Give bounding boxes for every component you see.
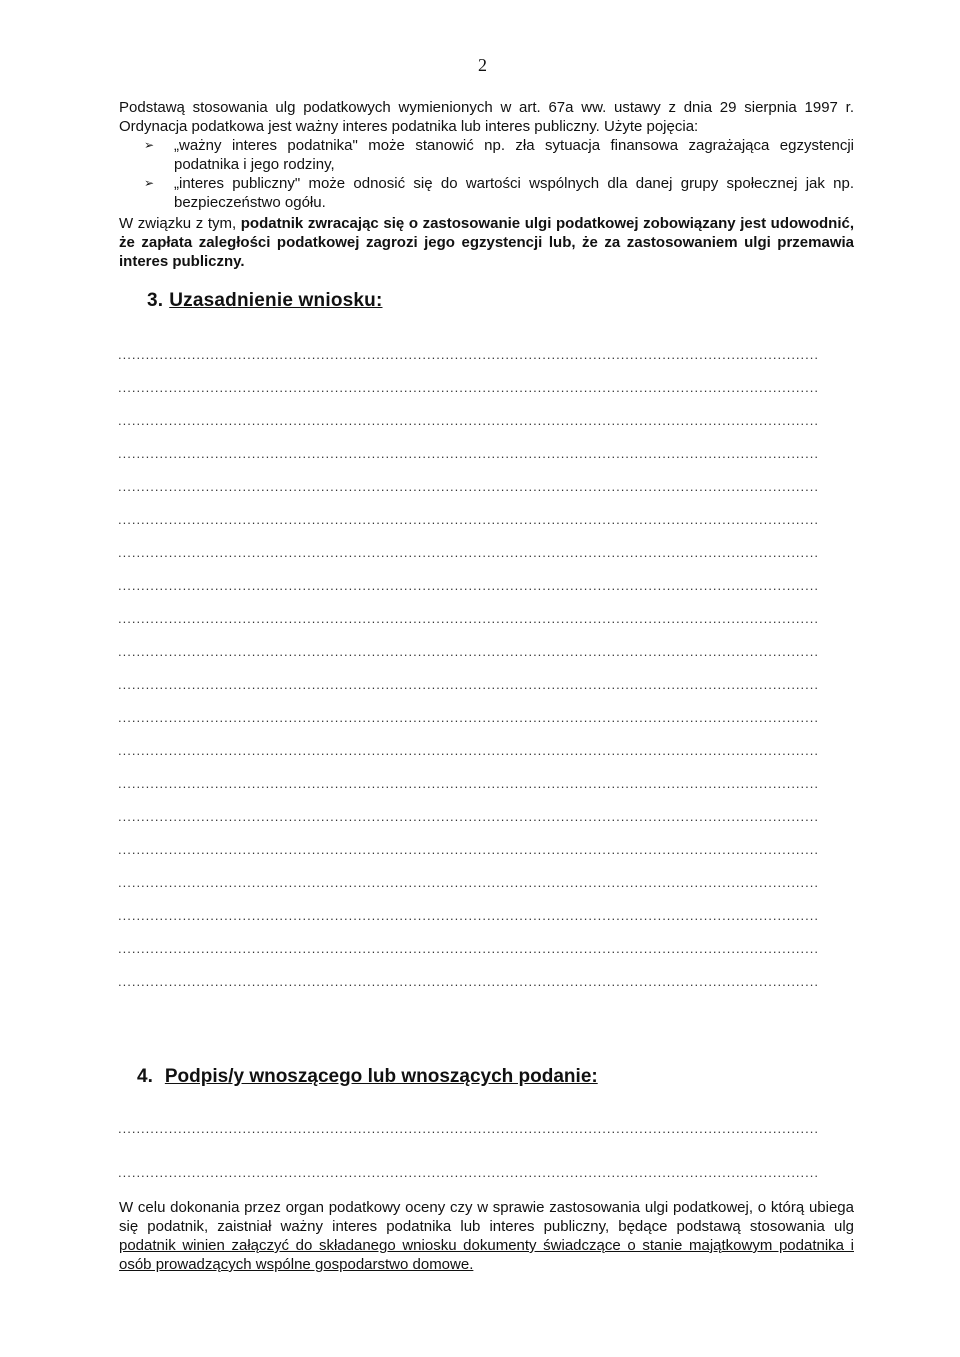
- dotted-fill-line[interactable]: ........................................................................................................................................................: [118, 743, 819, 758]
- bullet-text: „interes publiczny" może odnosić się do wartości wspólnych dla danej grupy społecznej jak np. bezpieczeństwo ogółu.: [174, 175, 854, 211]
- intro-paragraph: Podstawą stosowania ulg podatkowych wymienionych w art. 67a ww. ustawy z dnia 29 sierpnia 1997 r. Ordynacja podatkowa jest ważny interes podatnika lub interes publiczny. Użyte pojęcia:: [119, 99, 854, 135]
- dotted-fill-line[interactable]: ........................................................................................................................................................: [118, 875, 819, 890]
- closing-underlined-text: podatnik winien załączyć do składanego wniosku dokumenty świadczące o stanie majątkowym podatnika i osób prowadzących wspólne gospodarstwo domowe.: [119, 1237, 854, 1273]
- section-title: Uzasadnienie wniosku:: [169, 290, 383, 311]
- section-heading-signature: [137, 1066, 598, 1088]
- page-number: 2: [478, 55, 487, 75]
- dotted-fill-line[interactable]: ........................................................................................................................................................: [118, 710, 819, 725]
- dotted-fill-line[interactable]: ........................................................................................................................................................: [118, 512, 819, 527]
- requirement-prefix: W związku z tym,: [119, 215, 241, 232]
- section-number: 3.: [147, 290, 164, 311]
- dotted-fill-line[interactable]: ........................................................................................................................................................: [118, 677, 819, 692]
- dotted-fill-line[interactable]: ........................................................................................................................................................: [118, 479, 819, 494]
- dotted-fill-line[interactable]: ........................................................................................................................................................: [118, 908, 819, 923]
- section-title: Podpis/y wnoszącego lub wnoszących podanie:: [164, 1066, 598, 1087]
- signature-fill-line[interactable]: ........................................................................................................................................................: [118, 1121, 819, 1136]
- dotted-fill-line[interactable]: ........................................................................................................................................................: [118, 842, 819, 857]
- dotted-fill-line[interactable]: ........................................................................................................................................................: [118, 809, 819, 824]
- dotted-fill-line[interactable]: ........................................................................................................................................................: [118, 974, 819, 989]
- dotted-fill-line[interactable]: ........................................................................................................................................................: [118, 347, 819, 362]
- section-heading-justification: [147, 290, 383, 312]
- closing-paragraph: [119, 1198, 854, 1274]
- bullet-item: [144, 174, 854, 212]
- bullet-item: [144, 136, 854, 174]
- bullet-text: „ważny interes podatnika" może stanowić np. zła sytuacja finansowa zagrażająca egzystencji podatnika i jego rodziny,: [174, 137, 854, 173]
- dotted-fill-line[interactable]: ........................................................................................................................................................: [118, 578, 819, 593]
- dotted-fill-line[interactable]: ........................................................................................................................................................: [118, 380, 819, 395]
- arrow-bullet-icon: ➢: [144, 138, 155, 152]
- requirement-paragraph: [119, 214, 854, 271]
- dotted-fill-line[interactable]: ........................................................................................................................................................: [118, 611, 819, 626]
- dotted-fill-line[interactable]: ........................................................................................................................................................: [118, 644, 819, 659]
- requirement-text: podatnik zwracając się o zastosowanie ulgi podatkowej zobowiązany jest udowodnić, że zapłata zaległości podatkowej zagrozi jego egzystencji lub, że za zastosowaniem ulgi przemawia interes publiczny.: [119, 215, 854, 270]
- dotted-fill-line[interactable]: ........................................................................................................................................................: [118, 545, 819, 560]
- section-number: 4.: [137, 1066, 153, 1087]
- dotted-fill-line[interactable]: ........................................................................................................................................................: [118, 941, 819, 956]
- arrow-bullet-icon: ➢: [144, 176, 155, 190]
- dotted-fill-line[interactable]: ........................................................................................................................................................: [118, 446, 819, 461]
- signature-lines[interactable]: [118, 1107, 843, 1195]
- justification-lines[interactable]: [118, 338, 838, 998]
- signature-fill-line[interactable]: ........................................................................................................................................................: [118, 1165, 819, 1180]
- dotted-fill-line[interactable]: ........................................................................................................................................................: [118, 413, 819, 428]
- dotted-fill-line[interactable]: ........................................................................................................................................................: [118, 776, 819, 791]
- intro-section: [119, 98, 854, 271]
- closing-text: W celu dokonania przez organ podatkowy oceny czy w sprawie zastosowania ulgi podatkowej, o którą ubiega się podatnik, zaistniał ważny interes podatnika lub interes publiczny, będące podstawą stosowania ulg: [119, 1199, 854, 1235]
